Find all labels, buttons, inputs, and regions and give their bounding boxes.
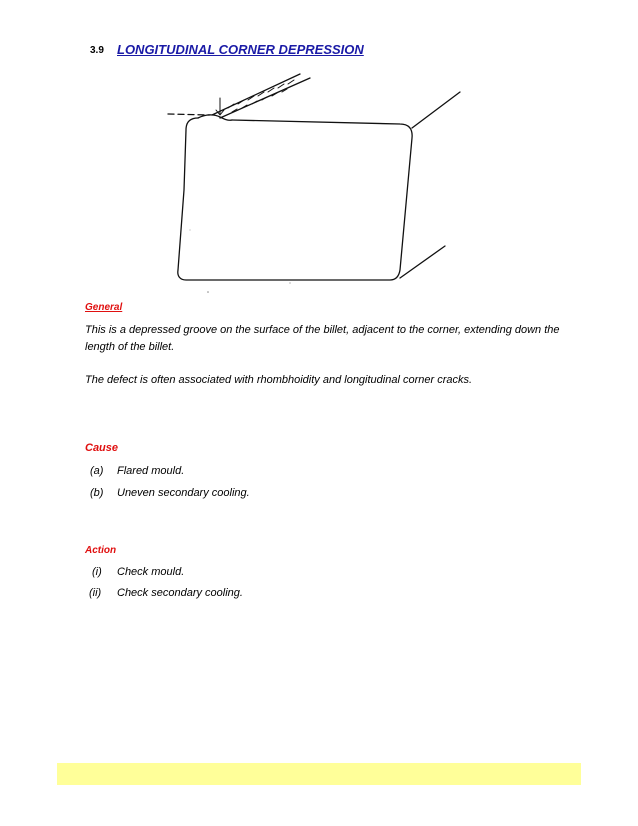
top-edge-back-left xyxy=(212,74,300,115)
right-edge-bottom xyxy=(400,246,445,278)
cause-item-text: Flared mould. xyxy=(117,465,185,477)
section-number: 3.9 xyxy=(90,45,104,56)
billet-corner-diagram xyxy=(150,70,470,300)
footer-highlight-band xyxy=(57,763,581,785)
general-heading: General xyxy=(85,302,123,313)
corner-depression xyxy=(198,115,232,120)
cause-item-text: Uneven secondary cooling. xyxy=(117,487,250,499)
cause-heading: Cause xyxy=(85,442,119,454)
action-item-text: Check mould. xyxy=(117,566,185,578)
billet-front-face xyxy=(178,118,412,280)
general-paragraph-2: The defect is often associated with rhombhoidity and longitudinal corner cracks. xyxy=(85,374,473,386)
general-paragraph-1: This is a depressed groove on the surface of the billet, adjacent to the corner, extending down the length of the billet. xyxy=(85,324,560,353)
cause-item-marker: (a) xyxy=(90,465,104,477)
cause-item-marker: (b) xyxy=(90,487,104,499)
action-item-text: Check secondary cooling. xyxy=(117,587,243,599)
reference-line xyxy=(168,114,210,115)
groove-hatching xyxy=(228,80,294,108)
action-heading: Action xyxy=(85,545,117,556)
right-edge-top xyxy=(412,92,460,128)
action-item-marker: (i) xyxy=(92,566,102,578)
action-item-marker: (ii) xyxy=(89,587,102,599)
section-title: LONGITUDINAL CORNER DEPRESSION xyxy=(117,42,364,57)
